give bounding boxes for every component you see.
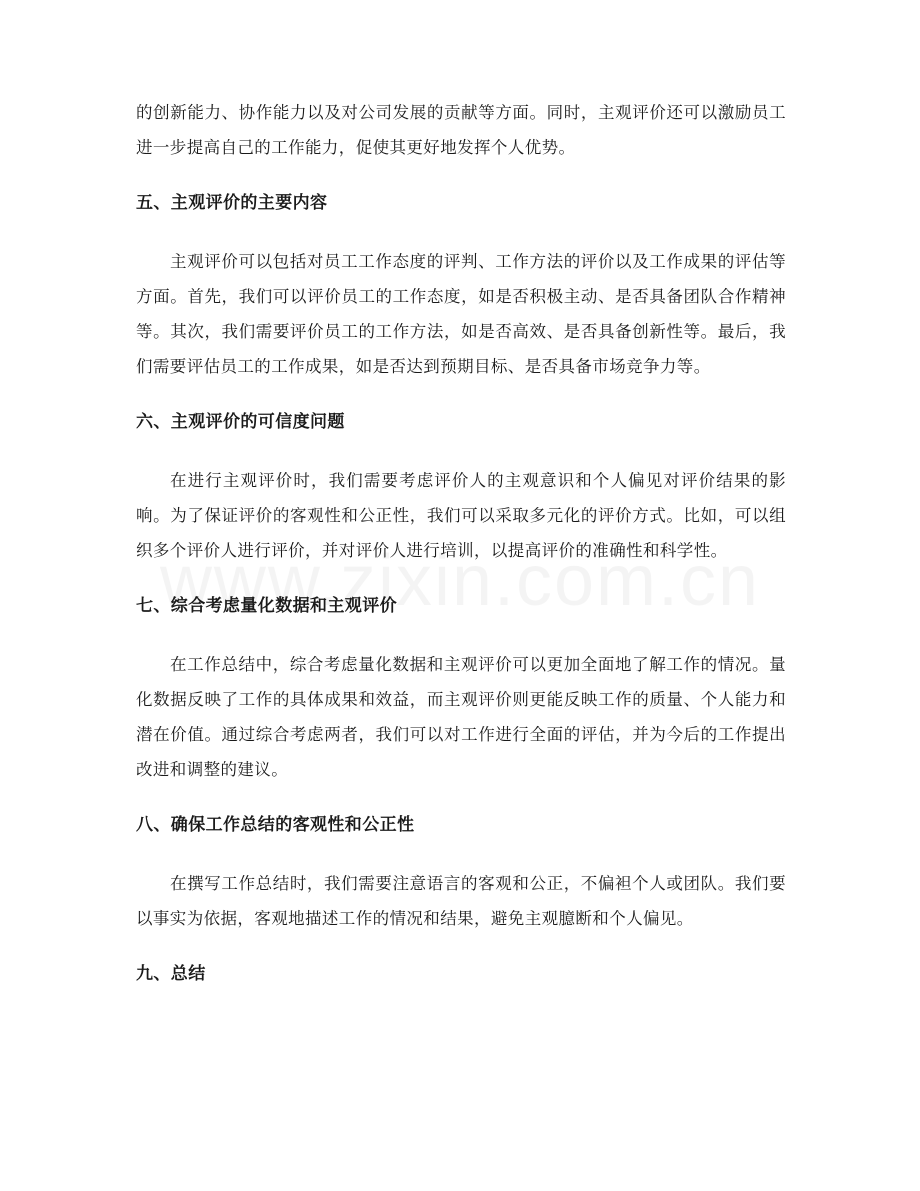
section-heading-5: 五、主观评价的主要内容 [136, 193, 328, 213]
intro-paragraph: 的创新能力、协作能力以及对公司发展的贡献等方面。同时，主观评价还可以激励员工进一步提高自己的工作能力，促使其更好地发挥个人优势。 [136, 103, 786, 157]
section-heading-6: 六、主观评价的可信度问题 [136, 412, 345, 432]
section-heading-9: 九、总结 [136, 964, 206, 984]
section-heading-8: 八、确保工作总结的客观性和公正性 [136, 815, 415, 835]
section-heading-7: 七、综合考虑量化数据和主观评价 [136, 596, 397, 616]
section-body-5: 主观评价可以包括对员工工作态度的评判、工作方法的评价以及工作成果的评估等方面。首先，我们可以评价员工的工作态度，如是否积极主动、是否具备团队合作精神等。其次，我们需要评价员工的工作方法，如是否高效、是否具备创新性等。最后，我们需要评估员工的工作成果，如是否达到预期目标、是否具备市场竞争力等。 [136, 252, 786, 376]
section-body-8: 在撰写工作总结时，我们需要注意语言的客观和公正，不偏袒个人或团队。我们要以事实为依据，客观地描述工作的情况和结果，避免主观臆断和个人偏见。 [136, 874, 786, 928]
section-body-7: 在工作总结中，综合考虑量化数据和主观评价可以更加全面地了解工作的情况。量化数据反映了工作的具体成果和效益，而主观评价则更能反映工作的质量、个人能力和潜在价值。通过综合考虑两者，我们可以对工作进行全面的评估，并为今后的工作提出改进和调整的建议。 [136, 655, 786, 779]
document-body [136, 95, 786, 992]
section-body-6: 在进行主观评价时，我们需要考虑评价人的主观意识和个人偏见对评价结果的影响。为了保证评价的客观性和公正性，我们可以采取多元化的评价方式。比如，可以组织多个评价人进行评价，并对评价人进行培训，以提高评价的准确性和科学性。 [136, 471, 786, 560]
